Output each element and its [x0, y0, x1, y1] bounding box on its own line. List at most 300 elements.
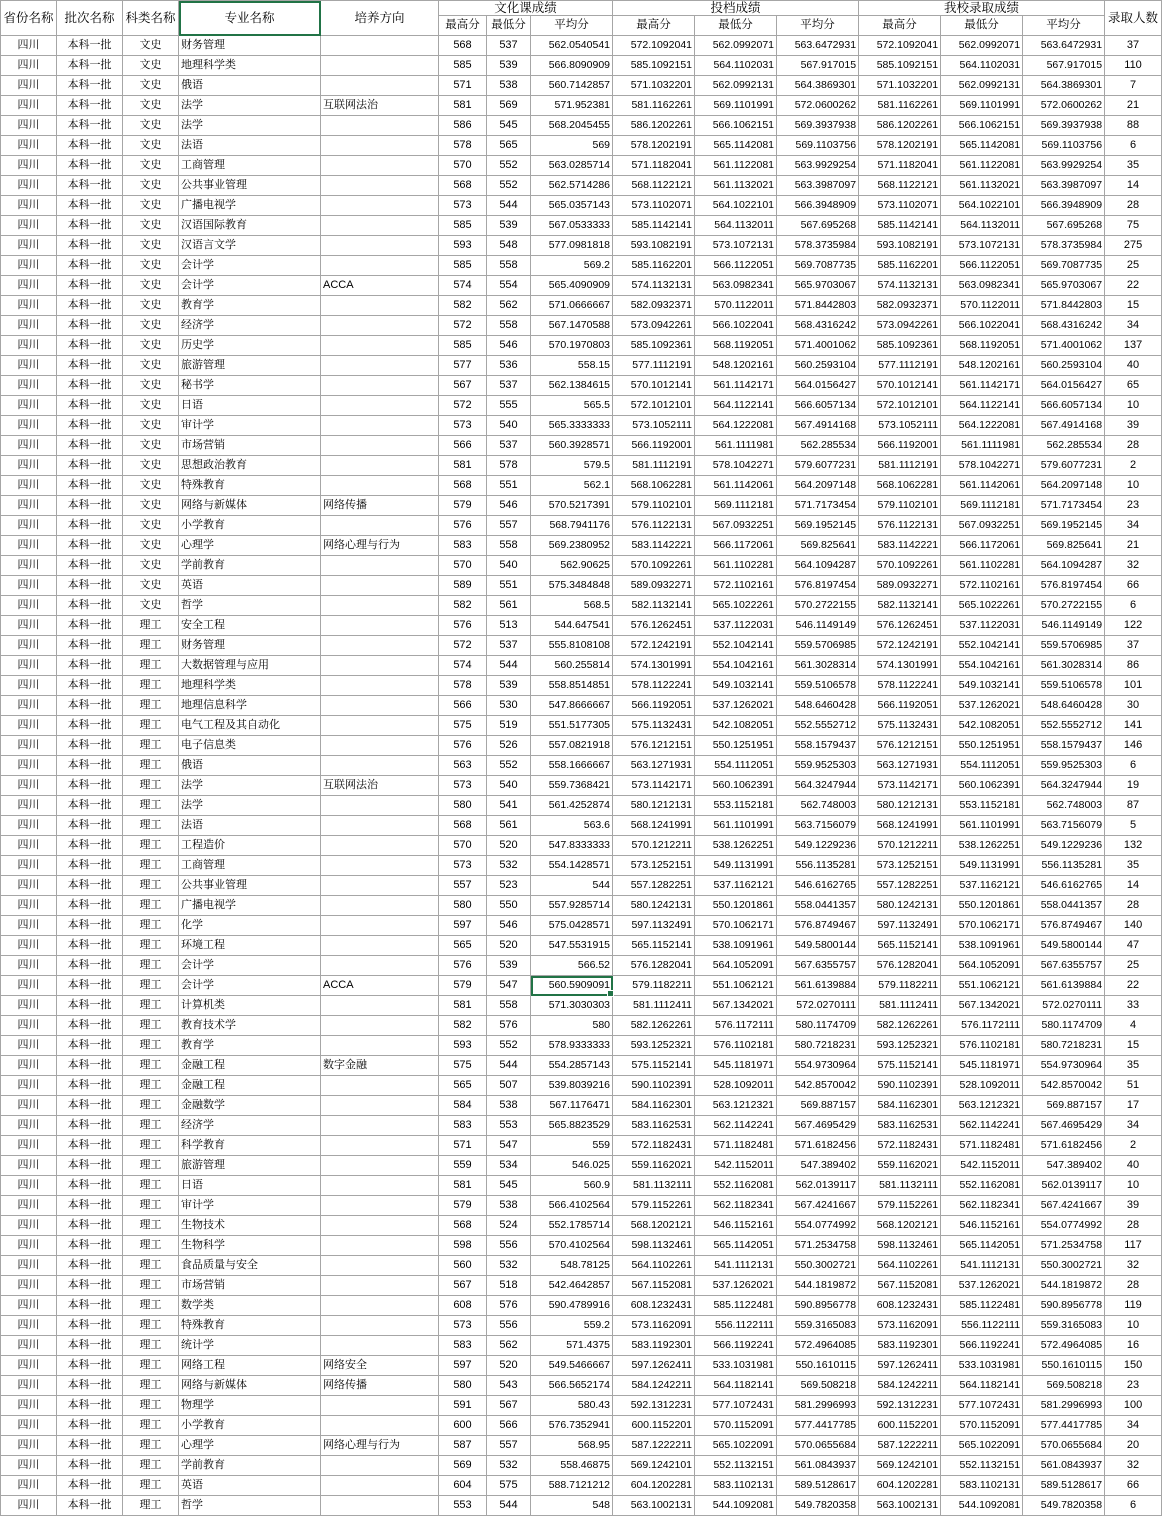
cell-filing-min[interactable]: 551.1062121 [695, 976, 777, 996]
cell-culture-avg[interactable]: 570.1970803 [531, 336, 613, 356]
cell-batch[interactable]: 本科一批 [57, 696, 123, 716]
cell-admitted-max[interactable]: 563.1271931 [859, 756, 941, 776]
cell-filing-avg[interactable]: 580.7218231 [777, 1036, 859, 1056]
cell-province[interactable]: 四川 [1, 456, 57, 476]
cell-admitted-max[interactable]: 565.1152141 [859, 936, 941, 956]
cell-filing-max[interactable]: 608.1232431 [613, 1296, 695, 1316]
cell-culture-min[interactable]: 552 [487, 1036, 531, 1056]
cell-batch[interactable]: 本科一批 [57, 96, 123, 116]
cell-culture-max[interactable]: 600 [439, 1416, 487, 1436]
cell-major[interactable]: 工商管理 [179, 856, 321, 876]
cell-province[interactable]: 四川 [1, 736, 57, 756]
cell-filing-avg[interactable]: 571.7173454 [777, 496, 859, 516]
cell-culture-avg[interactable]: 547.8333333 [531, 836, 613, 856]
cell-filing-avg[interactable]: 571.4001062 [777, 336, 859, 356]
cell-filing-avg[interactable]: 570.2722155 [777, 596, 859, 616]
cell-batch[interactable]: 本科一批 [57, 296, 123, 316]
cell-culture-max[interactable]: 572 [439, 636, 487, 656]
cell-admitted-max[interactable]: 593.1252321 [859, 1036, 941, 1056]
cell-culture-max[interactable]: 570 [439, 156, 487, 176]
cell-culture-avg[interactable]: 565.8823529 [531, 1116, 613, 1136]
cell-batch[interactable]: 本科一批 [57, 1236, 123, 1256]
cell-admitted-max[interactable]: 604.1202281 [859, 1476, 941, 1496]
cell-culture-max[interactable]: 568 [439, 476, 487, 496]
cell-admitted-count[interactable]: 37 [1105, 36, 1162, 56]
cell-filing-avg[interactable]: 556.1135281 [777, 856, 859, 876]
cell-admitted-count[interactable]: 32 [1105, 1256, 1162, 1276]
cell-admitted-min[interactable]: 564.1122141 [941, 396, 1023, 416]
cell-filing-avg[interactable]: 567.917015 [777, 56, 859, 76]
cell-filing-min[interactable]: 583.1102131 [695, 1476, 777, 1496]
cell-admitted-max[interactable]: 583.1192301 [859, 1336, 941, 1356]
cell-category[interactable]: 理工 [123, 1056, 179, 1076]
cell-filing-max[interactable]: 568.1241991 [613, 816, 695, 836]
cell-direction[interactable] [321, 556, 439, 576]
cell-category[interactable]: 文史 [123, 536, 179, 556]
cell-admitted-count[interactable]: 10 [1105, 396, 1162, 416]
cell-admitted-max[interactable]: 571.1032201 [859, 76, 941, 96]
cell-filing-min[interactable]: 565.1022091 [695, 1436, 777, 1456]
cell-major[interactable]: 数学类 [179, 1296, 321, 1316]
cell-culture-min[interactable]: 543 [487, 1376, 531, 1396]
cell-major[interactable]: 生物科学 [179, 1236, 321, 1256]
cell-major[interactable]: 地理科学类 [179, 676, 321, 696]
cell-admitted-count[interactable]: 100 [1105, 1396, 1162, 1416]
cell-culture-min[interactable]: 523 [487, 876, 531, 896]
cell-filing-min[interactable]: 564.1182141 [695, 1376, 777, 1396]
cell-filing-avg[interactable]: 572.0270111 [777, 996, 859, 1016]
cell-filing-min[interactable]: 572.1102161 [695, 576, 777, 596]
cell-filing-avg[interactable]: 569.3937938 [777, 116, 859, 136]
cell-culture-max[interactable]: 581 [439, 96, 487, 116]
cell-culture-min[interactable]: 556 [487, 1316, 531, 1336]
cell-admitted-max[interactable]: 573.1102071 [859, 196, 941, 216]
cell-filing-min[interactable]: 556.1122111 [695, 1316, 777, 1336]
cell-major[interactable]: 市场营销 [179, 436, 321, 456]
cell-admitted-min[interactable]: 571.1182481 [941, 1136, 1023, 1156]
cell-culture-avg[interactable]: 566.8090909 [531, 56, 613, 76]
cell-filing-avg[interactable]: 569.887157 [777, 1096, 859, 1116]
cell-admitted-min[interactable]: 566.1062151 [941, 116, 1023, 136]
table-row[interactable] [1, 56, 1162, 76]
cell-culture-min[interactable]: 551 [487, 576, 531, 596]
cell-filing-min[interactable]: 567.0932251 [695, 516, 777, 536]
cell-admitted-count[interactable]: 4 [1105, 1016, 1162, 1036]
cell-admitted-min[interactable]: 552.1162081 [941, 1176, 1023, 1196]
cell-category[interactable]: 理工 [123, 1016, 179, 1036]
cell-filing-min[interactable]: 542.1152011 [695, 1156, 777, 1176]
cell-admitted-min[interactable]: 561.1132021 [941, 176, 1023, 196]
cell-category[interactable]: 理工 [123, 856, 179, 876]
cell-province[interactable]: 四川 [1, 236, 57, 256]
cell-admitted-min[interactable]: 565.1022261 [941, 596, 1023, 616]
table-row[interactable] [1, 756, 1162, 776]
cell-admitted-max[interactable]: 572.1182431 [859, 1136, 941, 1156]
cell-admitted-min[interactable]: 537.1262021 [941, 1276, 1023, 1296]
cell-culture-avg[interactable]: 559.2 [531, 1316, 613, 1336]
cell-admitted-min[interactable]: 576.1172111 [941, 1016, 1023, 1036]
cell-filing-min[interactable]: 563.1212321 [695, 1096, 777, 1116]
cell-province[interactable]: 四川 [1, 656, 57, 676]
cell-direction[interactable]: 数字金融 [321, 1056, 439, 1076]
cell-admitted-count[interactable]: 119 [1105, 1296, 1162, 1316]
cell-category[interactable]: 理工 [123, 1316, 179, 1336]
cell-culture-avg[interactable]: 571.4375 [531, 1336, 613, 1356]
cell-admitted-max[interactable]: 576.1122131 [859, 516, 941, 536]
cell-batch[interactable]: 本科一批 [57, 536, 123, 556]
cell-province[interactable]: 四川 [1, 1496, 57, 1516]
cell-admitted-avg[interactable]: 570.0655684 [1023, 1436, 1105, 1456]
cell-major[interactable]: 财务管理 [179, 636, 321, 656]
cell-culture-max[interactable]: 579 [439, 976, 487, 996]
table-row[interactable] [1, 176, 1162, 196]
cell-admitted-max[interactable]: 585.1092361 [859, 336, 941, 356]
cell-category[interactable]: 文史 [123, 396, 179, 416]
cell-major[interactable]: 法学 [179, 96, 321, 116]
cell-category[interactable]: 文史 [123, 116, 179, 136]
cell-major[interactable]: 工商管理 [179, 156, 321, 176]
cell-culture-avg[interactable]: 570.4102564 [531, 1236, 613, 1256]
cell-admitted-min[interactable]: 569.1112181 [941, 496, 1023, 516]
cell-batch[interactable]: 本科一批 [57, 1396, 123, 1416]
cell-filing-min[interactable]: 577.1072431 [695, 1396, 777, 1416]
cell-admitted-max[interactable]: 564.1102261 [859, 1256, 941, 1276]
cell-batch[interactable]: 本科一批 [57, 796, 123, 816]
cell-admitted-max[interactable]: 569.1242101 [859, 1456, 941, 1476]
cell-admitted-avg[interactable]: 569.1952145 [1023, 516, 1105, 536]
cell-category[interactable]: 理工 [123, 1236, 179, 1256]
cell-province[interactable]: 四川 [1, 116, 57, 136]
table-row[interactable] [1, 156, 1162, 176]
cell-culture-min[interactable]: 539 [487, 956, 531, 976]
cell-major[interactable]: 旅游管理 [179, 1156, 321, 1176]
cell-direction[interactable] [321, 1076, 439, 1096]
table-row[interactable] [1, 1316, 1162, 1336]
cell-filing-avg[interactable]: 542.8570042 [777, 1076, 859, 1096]
table-row[interactable] [1, 1236, 1162, 1256]
cell-admitted-avg[interactable]: 567.695268 [1023, 216, 1105, 236]
cell-culture-min[interactable]: 547 [487, 976, 531, 996]
cell-admitted-min[interactable]: 561.1101991 [941, 816, 1023, 836]
table-row[interactable] [1, 316, 1162, 336]
cell-admitted-min[interactable]: 561.1122081 [941, 156, 1023, 176]
cell-culture-min[interactable]: 567 [487, 1396, 531, 1416]
cell-admitted-avg[interactable]: 564.0156427 [1023, 376, 1105, 396]
cell-admitted-count[interactable]: 19 [1105, 776, 1162, 796]
cell-filing-avg[interactable]: 552.5552712 [777, 716, 859, 736]
cell-culture-min[interactable]: 526 [487, 736, 531, 756]
cell-direction[interactable] [321, 936, 439, 956]
cell-filing-avg[interactable]: 568.4316242 [777, 316, 859, 336]
cell-category[interactable]: 理工 [123, 1396, 179, 1416]
cell-province[interactable]: 四川 [1, 1016, 57, 1036]
table-row[interactable] [1, 636, 1162, 656]
cell-culture-max[interactable]: 571 [439, 1136, 487, 1156]
cell-filing-max[interactable]: 565.1152141 [613, 936, 695, 956]
cell-culture-min[interactable]: 539 [487, 216, 531, 236]
cell-filing-avg[interactable]: 559.3165083 [777, 1316, 859, 1336]
cell-culture-avg[interactable]: 568.5 [531, 596, 613, 616]
cell-major[interactable]: 法语 [179, 816, 321, 836]
cell-admitted-avg[interactable]: 579.6077231 [1023, 456, 1105, 476]
cell-filing-max[interactable]: 579.1182211 [613, 976, 695, 996]
cell-admitted-max[interactable]: 563.1002131 [859, 1496, 941, 1516]
table-row[interactable] [1, 236, 1162, 256]
column-header-filing-min[interactable]: 最低分 [695, 16, 777, 36]
cell-culture-max[interactable]: 577 [439, 356, 487, 376]
table-row[interactable] [1, 616, 1162, 636]
cell-filing-max[interactable]: 572.1012101 [613, 396, 695, 416]
cell-direction[interactable] [321, 1196, 439, 1216]
cell-admitted-max[interactable]: 567.1152081 [859, 1276, 941, 1296]
cell-admitted-max[interactable]: 566.1192051 [859, 696, 941, 716]
cell-major[interactable]: 电子信息类 [179, 736, 321, 756]
cell-admitted-min[interactable]: 537.1122031 [941, 616, 1023, 636]
cell-filing-min[interactable]: 528.1092011 [695, 1076, 777, 1096]
cell-major[interactable]: 统计学 [179, 1336, 321, 1356]
cell-culture-min[interactable]: 561 [487, 596, 531, 616]
cell-batch[interactable]: 本科一批 [57, 436, 123, 456]
cell-category[interactable]: 文史 [123, 356, 179, 376]
cell-filing-min[interactable]: 570.1152091 [695, 1416, 777, 1436]
cell-admitted-avg[interactable]: 559.5106578 [1023, 676, 1105, 696]
cell-batch[interactable]: 本科一批 [57, 1116, 123, 1136]
cell-direction[interactable] [321, 256, 439, 276]
cell-admitted-avg[interactable]: 566.3948909 [1023, 196, 1105, 216]
cell-batch[interactable]: 本科一批 [57, 1136, 123, 1156]
cell-major[interactable]: 特殊教育 [179, 476, 321, 496]
cell-admitted-avg[interactable]: 569.1103756 [1023, 136, 1105, 156]
cell-category[interactable]: 理工 [123, 756, 179, 776]
cell-major[interactable]: 日语 [179, 1176, 321, 1196]
cell-admitted-avg[interactable]: 554.0774992 [1023, 1216, 1105, 1236]
cell-admitted-min[interactable]: 583.1102131 [941, 1476, 1023, 1496]
cell-major[interactable]: 地理信息科学 [179, 696, 321, 716]
cell-admitted-count[interactable]: 21 [1105, 96, 1162, 116]
cell-admitted-count[interactable]: 6 [1105, 1496, 1162, 1516]
cell-admitted-count[interactable]: 2 [1105, 1136, 1162, 1156]
cell-admitted-avg[interactable]: 561.0843937 [1023, 1456, 1105, 1476]
table-row[interactable] [1, 776, 1162, 796]
cell-category[interactable]: 文史 [123, 156, 179, 176]
cell-batch[interactable]: 本科一批 [57, 976, 123, 996]
cell-culture-max[interactable]: 557 [439, 876, 487, 896]
cell-admitted-max[interactable]: 593.1082191 [859, 236, 941, 256]
cell-admitted-count[interactable]: 37 [1105, 636, 1162, 656]
cell-filing-avg[interactable]: 564.0156427 [777, 376, 859, 396]
cell-culture-avg[interactable]: 576.7352941 [531, 1416, 613, 1436]
cell-admitted-avg[interactable]: 567.917015 [1023, 56, 1105, 76]
cell-admitted-max[interactable]: 573.1052111 [859, 416, 941, 436]
cell-admitted-max[interactable]: 589.0932271 [859, 576, 941, 596]
cell-filing-max[interactable]: 576.1122131 [613, 516, 695, 536]
cell-culture-avg[interactable]: 568.2045455 [531, 116, 613, 136]
cell-culture-min[interactable]: 552 [487, 756, 531, 776]
cell-admitted-max[interactable]: 557.1282251 [859, 876, 941, 896]
cell-category[interactable]: 理工 [123, 796, 179, 816]
cell-admitted-min[interactable]: 585.1122481 [941, 1296, 1023, 1316]
cell-province[interactable]: 四川 [1, 1256, 57, 1276]
cell-filing-avg[interactable]: 561.0843937 [777, 1456, 859, 1476]
cell-admitted-avg[interactable]: 559.5706985 [1023, 636, 1105, 656]
cell-culture-avg[interactable]: 570.5217391 [531, 496, 613, 516]
cell-culture-max[interactable]: 587 [439, 1436, 487, 1456]
cell-direction[interactable] [321, 1016, 439, 1036]
cell-filing-min[interactable]: 537.1162121 [695, 876, 777, 896]
cell-filing-max[interactable]: 600.1152201 [613, 1416, 695, 1436]
cell-admitted-avg[interactable]: 564.2097148 [1023, 476, 1105, 496]
cell-admitted-count[interactable]: 35 [1105, 156, 1162, 176]
cell-admitted-min[interactable]: 554.1112051 [941, 756, 1023, 776]
table-row[interactable] [1, 296, 1162, 316]
cell-filing-max[interactable]: 582.1132141 [613, 596, 695, 616]
cell-category[interactable]: 理工 [123, 1276, 179, 1296]
cell-admitted-min[interactable]: 538.1091961 [941, 936, 1023, 956]
cell-province[interactable]: 四川 [1, 1416, 57, 1436]
cell-admitted-max[interactable]: 581.1112191 [859, 456, 941, 476]
cell-category[interactable]: 理工 [123, 1336, 179, 1356]
cell-direction[interactable]: 网络心理与行为 [321, 536, 439, 556]
cell-batch[interactable]: 本科一批 [57, 1336, 123, 1356]
cell-batch[interactable]: 本科一批 [57, 1036, 123, 1056]
cell-admitted-avg[interactable]: 590.8956778 [1023, 1296, 1105, 1316]
cell-admitted-max[interactable]: 573.1252151 [859, 856, 941, 876]
cell-direction[interactable] [321, 756, 439, 776]
cell-culture-min[interactable]: 547 [487, 1136, 531, 1156]
cell-admitted-avg[interactable]: 546.6162765 [1023, 876, 1105, 896]
cell-admitted-avg[interactable]: 558.1579437 [1023, 736, 1105, 756]
cell-admitted-avg[interactable]: 544.1819872 [1023, 1276, 1105, 1296]
cell-province[interactable]: 四川 [1, 1296, 57, 1316]
cell-culture-min[interactable]: 536 [487, 356, 531, 376]
cell-filing-min[interactable]: 576.1172111 [695, 1016, 777, 1036]
cell-direction[interactable] [321, 476, 439, 496]
cell-culture-avg[interactable]: 558.8514851 [531, 676, 613, 696]
cell-culture-max[interactable]: 576 [439, 616, 487, 636]
cell-admitted-count[interactable]: 132 [1105, 836, 1162, 856]
cell-batch[interactable]: 本科一批 [57, 1476, 123, 1496]
cell-culture-max[interactable]: 593 [439, 236, 487, 256]
cell-culture-avg[interactable]: 567.1470588 [531, 316, 613, 336]
cell-batch[interactable]: 本科一批 [57, 156, 123, 176]
cell-major[interactable]: 金融工程 [179, 1076, 321, 1096]
table-row[interactable] [1, 76, 1162, 96]
cell-admitted-min[interactable]: 552.1042141 [941, 636, 1023, 656]
table-row[interactable] [1, 436, 1162, 456]
cell-direction[interactable] [321, 116, 439, 136]
cell-direction[interactable] [321, 856, 439, 876]
cell-filing-max[interactable]: 572.1242191 [613, 636, 695, 656]
cell-batch[interactable]: 本科一批 [57, 1216, 123, 1236]
cell-culture-min[interactable]: 552 [487, 156, 531, 176]
cell-admitted-count[interactable]: 34 [1105, 1116, 1162, 1136]
cell-filing-min[interactable]: 561.1101991 [695, 816, 777, 836]
table-row[interactable] [1, 196, 1162, 216]
cell-culture-avg[interactable]: 567.0533333 [531, 216, 613, 236]
cell-batch[interactable]: 本科一批 [57, 1276, 123, 1296]
column-header-culture-min[interactable]: 最低分 [487, 16, 531, 36]
cell-filing-max[interactable]: 570.1092261 [613, 556, 695, 576]
cell-major[interactable]: 网络工程 [179, 1356, 321, 1376]
cell-admitted-count[interactable]: 146 [1105, 736, 1162, 756]
cell-filing-min[interactable]: 562.1182341 [695, 1196, 777, 1216]
cell-filing-min[interactable]: 564.1022101 [695, 196, 777, 216]
cell-filing-max[interactable]: 604.1202281 [613, 1476, 695, 1496]
cell-direction[interactable] [321, 696, 439, 716]
cell-admitted-max[interactable]: 573.0942261 [859, 316, 941, 336]
selected-cell[interactable]: 560.5909091 [531, 976, 613, 996]
cell-major[interactable]: 心理学 [179, 536, 321, 556]
cell-major[interactable]: 电气工程及其自动化 [179, 716, 321, 736]
cell-admitted-min[interactable]: 542.1152011 [941, 1156, 1023, 1176]
cell-filing-avg[interactable]: 569.7087735 [777, 256, 859, 276]
cell-category[interactable]: 理工 [123, 896, 179, 916]
cell-province[interactable]: 四川 [1, 396, 57, 416]
cell-major[interactable]: 生物技术 [179, 1216, 321, 1236]
cell-admitted-max[interactable]: 576.1262451 [859, 616, 941, 636]
table-row[interactable] [1, 1356, 1162, 1376]
cell-filing-max[interactable]: 580.1212131 [613, 796, 695, 816]
cell-direction[interactable] [321, 236, 439, 256]
cell-province[interactable]: 四川 [1, 176, 57, 196]
cell-filing-max[interactable]: 573.0942261 [613, 316, 695, 336]
cell-category[interactable]: 文史 [123, 76, 179, 96]
cell-batch[interactable]: 本科一批 [57, 1456, 123, 1476]
cell-admitted-min[interactable]: 563.0982341 [941, 276, 1023, 296]
table-row[interactable] [1, 1296, 1162, 1316]
cell-culture-min[interactable]: 539 [487, 676, 531, 696]
cell-admitted-count[interactable]: 141 [1105, 716, 1162, 736]
cell-batch[interactable]: 本科一批 [57, 636, 123, 656]
cell-filing-max[interactable]: 557.1282251 [613, 876, 695, 896]
cell-province[interactable]: 四川 [1, 1336, 57, 1356]
cell-province[interactable]: 四川 [1, 536, 57, 556]
table-row[interactable] [1, 656, 1162, 676]
cell-admitted-avg[interactable]: 559.9525303 [1023, 756, 1105, 776]
cell-culture-max[interactable]: 585 [439, 56, 487, 76]
cell-culture-max[interactable]: 572 [439, 396, 487, 416]
cell-filing-min[interactable]: 561.1142171 [695, 376, 777, 396]
cell-culture-avg[interactable]: 562.0540541 [531, 36, 613, 56]
cell-filing-max[interactable]: 584.1162301 [613, 1096, 695, 1116]
cell-major[interactable]: 英语 [179, 576, 321, 596]
cell-filing-avg[interactable]: 559.5706985 [777, 636, 859, 656]
cell-culture-max[interactable]: 567 [439, 1276, 487, 1296]
cell-culture-max[interactable]: 593 [439, 1036, 487, 1056]
cell-province[interactable]: 四川 [1, 596, 57, 616]
cell-filing-avg[interactable]: 563.9929254 [777, 156, 859, 176]
cell-batch[interactable]: 本科一批 [57, 36, 123, 56]
cell-direction[interactable] [321, 316, 439, 336]
cell-filing-avg[interactable]: 571.2534758 [777, 1236, 859, 1256]
cell-admitted-avg[interactable]: 569.3937938 [1023, 116, 1105, 136]
cell-culture-min[interactable]: 530 [487, 696, 531, 716]
cell-filing-max[interactable]: 585.1142141 [613, 216, 695, 236]
cell-admitted-min[interactable]: 533.1031981 [941, 1356, 1023, 1376]
cell-batch[interactable]: 本科一批 [57, 516, 123, 536]
cell-filing-min[interactable]: 561.1102281 [695, 556, 777, 576]
cell-direction[interactable] [321, 676, 439, 696]
cell-province[interactable]: 四川 [1, 1176, 57, 1196]
cell-filing-min[interactable]: 585.1122481 [695, 1296, 777, 1316]
cell-batch[interactable]: 本科一批 [57, 1096, 123, 1116]
cell-major[interactable]: 会计学 [179, 976, 321, 996]
cell-batch[interactable]: 本科一批 [57, 496, 123, 516]
cell-filing-min[interactable]: 564.1052091 [695, 956, 777, 976]
cell-major[interactable]: 市场营销 [179, 1276, 321, 1296]
cell-filing-min[interactable]: 571.1182481 [695, 1136, 777, 1156]
cell-admitted-count[interactable]: 66 [1105, 1476, 1162, 1496]
